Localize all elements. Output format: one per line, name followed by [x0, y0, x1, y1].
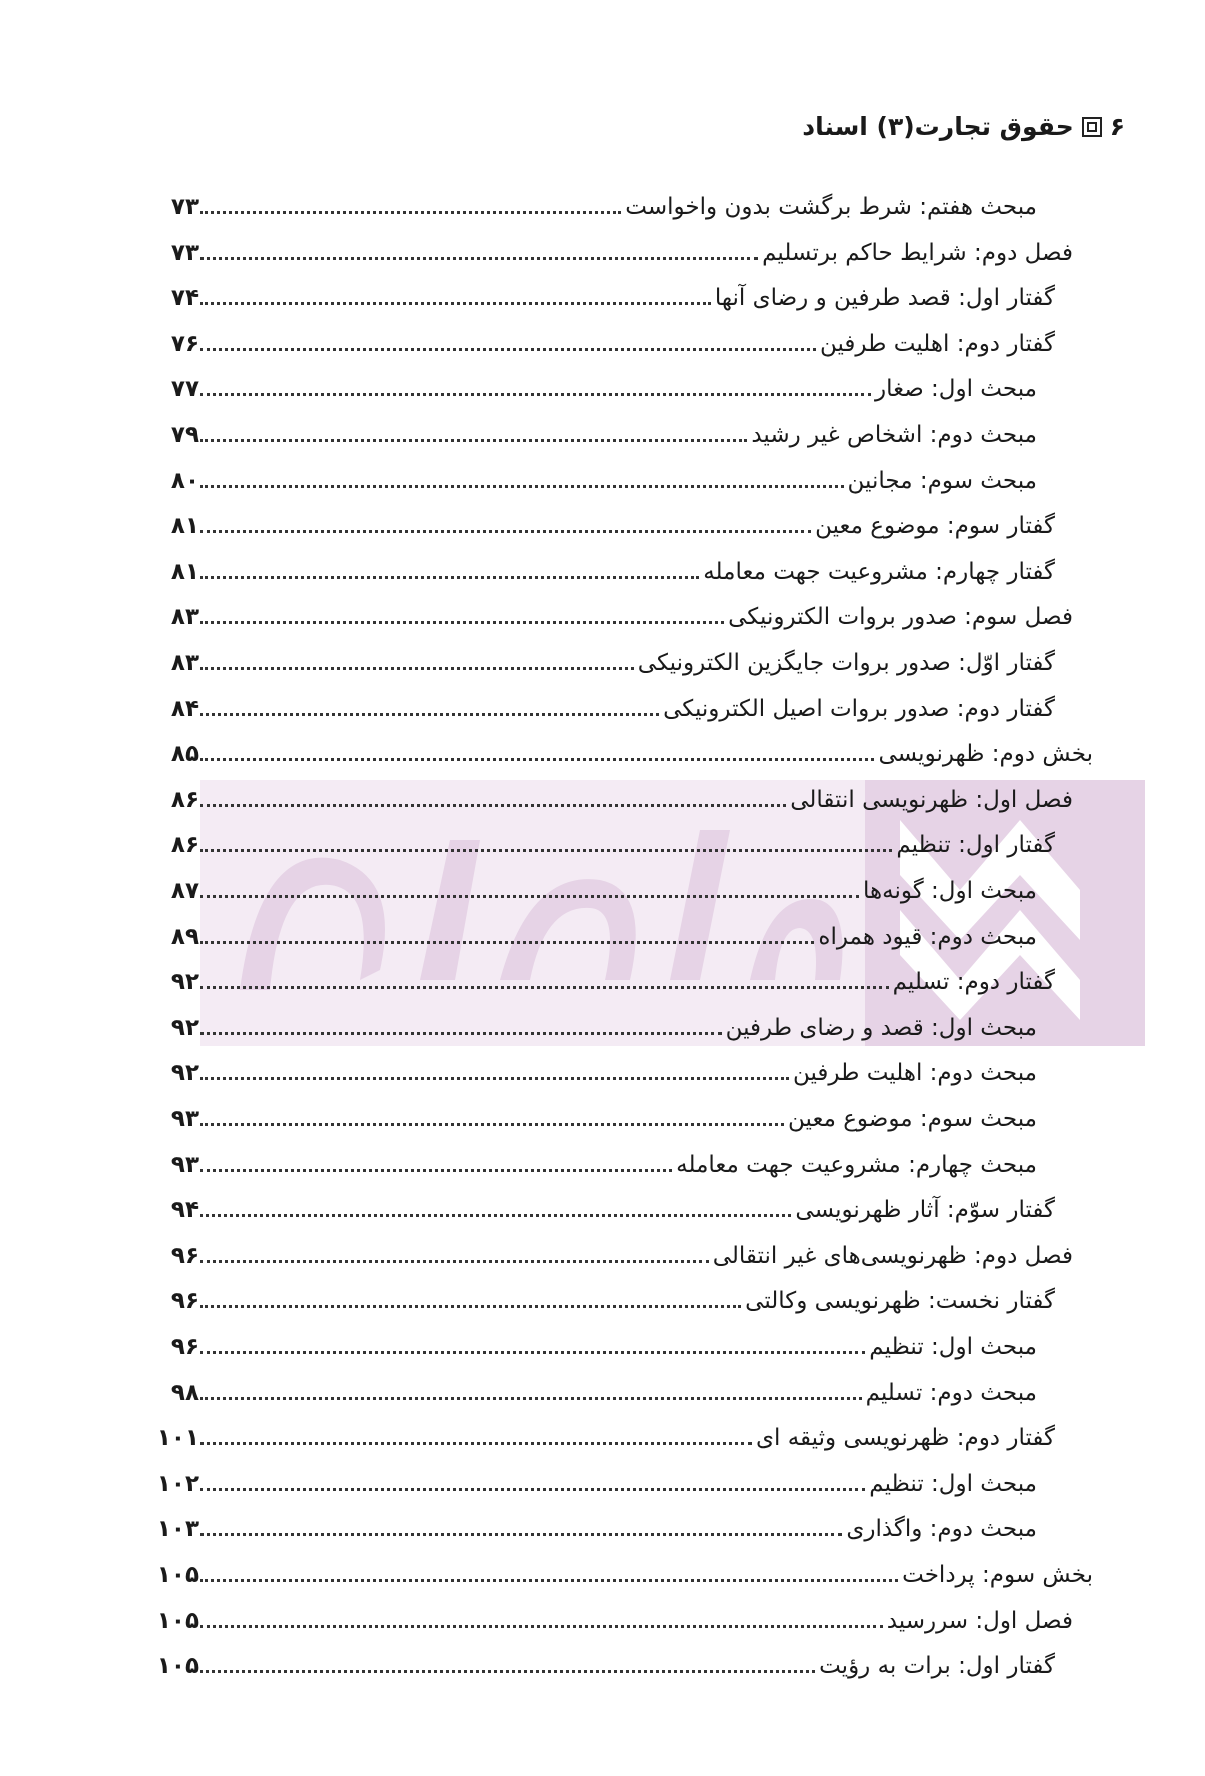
toc-entry-page: ۸۹	[170, 923, 199, 950]
toc-entry	[0, 322, 1205, 368]
toc-entry-page: ۹۶	[170, 1242, 199, 1269]
toc-entry-title: گفتار نخست: ظهرنویسی وکالتی	[745, 1288, 1055, 1315]
toc-entry-title: گفتار دوم: اهلیت طرفین	[819, 330, 1055, 357]
toc-entry-page: ۷۳	[170, 239, 199, 266]
toc-entry-title: مبحث دوم: تسلیم	[865, 1379, 1037, 1406]
toc-entry-title: مبحث دوم: واگذاری	[846, 1516, 1037, 1543]
toc-entry-page: ۱۰۲	[156, 1470, 199, 1497]
toc-entry	[0, 960, 1205, 1006]
toc-entry-page: ۷۹	[170, 422, 199, 448]
dot-leader	[200, 211, 621, 214]
toc-entry-title: مبحث دوم: قیود همراه	[818, 923, 1037, 950]
dot-leader	[200, 439, 747, 442]
toc-entry	[0, 1416, 1205, 1462]
toc-entry-title: مبحث دوم: اشخاص غیر رشید	[751, 422, 1037, 448]
toc-entry	[0, 915, 1205, 961]
dot-leader	[200, 1169, 672, 1172]
dot-leader	[200, 941, 814, 944]
toc-entry-page: ۸۱	[170, 558, 199, 585]
page-number: ۶	[1109, 112, 1125, 141]
toc-entry	[0, 413, 1205, 459]
toc-entry-page: ۸۱	[170, 513, 199, 540]
toc-entry-title: گفتار سوم: موضوع معین	[815, 513, 1055, 540]
toc-entry	[0, 504, 1205, 550]
book-title: حقوق تجارت(۳) اسناد	[802, 112, 1074, 141]
toc-entry	[0, 459, 1205, 505]
toc-entry-page: ۹۶	[170, 1334, 199, 1360]
toc-entry-title: بخش دوم: ظهرنویسی	[878, 741, 1093, 768]
toc-entry	[0, 1599, 1205, 1645]
dot-leader	[200, 758, 874, 761]
toc-entry-page: ۱۰۵	[156, 1653, 199, 1680]
toc-entry	[0, 1097, 1205, 1143]
toc-entry-title: مبحث چهارم: مشروعیت جهت معامله	[676, 1151, 1037, 1178]
toc-entry-page: ۸۶	[170, 786, 199, 813]
toc-entry-page: ۹۴	[170, 1197, 199, 1224]
toc-entry	[0, 1006, 1205, 1052]
toc-entry-page: ۸۰	[170, 467, 199, 494]
dot-leader	[200, 1397, 862, 1400]
toc-entry	[0, 1553, 1205, 1599]
toc-entry-title: مبحث اول: تنظیم	[869, 1334, 1037, 1360]
toc-entry	[0, 367, 1205, 413]
dot-leader	[200, 1533, 842, 1536]
dot-leader	[200, 1579, 898, 1582]
toc-entry-title: گفتار دوم: ظهرنویسی وثیقه ای	[756, 1425, 1055, 1452]
dot-leader	[200, 1670, 815, 1673]
toc-entry-title: گفتار اول: تنظیم	[896, 832, 1055, 859]
dot-leader	[200, 986, 889, 989]
toc-entry-title: گفتار دوم: تسلیم	[892, 969, 1055, 996]
dot-leader	[200, 1488, 865, 1491]
dot-leader	[200, 576, 699, 579]
toc-entry	[0, 1644, 1205, 1690]
dot-leader	[200, 1077, 789, 1080]
toc-entry	[0, 778, 1205, 824]
dot-leader	[200, 804, 786, 807]
toc-entry	[0, 823, 1205, 869]
toc-entry	[0, 1188, 1205, 1234]
toc-entry-page: ۷۳	[170, 194, 199, 220]
toc-entry-page: ۹۶	[170, 1288, 199, 1315]
toc-entry-page: ۸۶	[170, 832, 199, 859]
toc-entry-title: فصل اول: ظهرنویسی انتقالی	[790, 786, 1073, 813]
toc-entry	[0, 687, 1205, 733]
toc-entry	[0, 1234, 1205, 1280]
toc-entry-page: ۷۶	[170, 330, 199, 357]
dot-leader	[200, 257, 758, 260]
toc-entry-page: ۱۰۵	[156, 1562, 199, 1588]
toc-entry-title: گفتار دوم: صدور بروات اصیل الکترونیکی	[663, 695, 1055, 722]
toc-entry-page: ۷۷	[170, 376, 199, 403]
toc-entry-title: مبحث سوم: موضوع معین	[788, 1106, 1037, 1132]
dot-leader	[200, 1260, 709, 1263]
toc-entry-page: ۱۰۱	[156, 1425, 199, 1452]
dot-leader	[200, 393, 871, 396]
toc-entry-page: ۱۰۳	[156, 1516, 199, 1543]
toc-entry-page: ۹۲	[170, 969, 199, 996]
page-header	[802, 112, 1125, 141]
toc-entry-page: ۸۳	[170, 650, 199, 676]
dot-leader	[200, 1214, 791, 1217]
square-box-icon	[1082, 117, 1102, 137]
toc-entry	[0, 550, 1205, 596]
toc-entry-page: ۹۳	[170, 1151, 199, 1178]
toc-entry-title: مبحث هفتم: شرط برگشت بدون واخواست	[625, 194, 1037, 220]
toc-entry	[0, 1279, 1205, 1325]
dot-leader	[200, 667, 634, 670]
toc-entry	[0, 1371, 1205, 1417]
toc-entry-title: گفتار اوّل: صدور بروات جایگزین الکترونیکی	[637, 650, 1055, 676]
toc-entry-title: فصل اول: سررسید	[886, 1607, 1073, 1634]
toc-entry	[0, 641, 1205, 687]
toc-entry-title: گفتار سوّم: آثار ظهرنویسی	[795, 1197, 1055, 1224]
toc-entry-page: ۹۲	[170, 1014, 199, 1041]
dot-leader	[200, 1351, 865, 1354]
toc-entry	[0, 185, 1205, 231]
toc-entry-title: فصل دوم: شرایط حاکم برتسلیم	[762, 239, 1073, 266]
toc-entry-page: ۸۳	[170, 604, 199, 631]
dot-leader	[200, 1123, 784, 1126]
dot-leader	[200, 302, 711, 305]
toc-entry	[0, 276, 1205, 322]
toc-entry-title: بخش سوم: پرداخت	[902, 1562, 1093, 1588]
dot-leader	[200, 621, 724, 624]
toc-entry-title: مبحث اول: قصد و رضای طرفین	[725, 1014, 1037, 1041]
toc-entry	[0, 1462, 1205, 1508]
toc-entry-page: ۹۸	[170, 1379, 199, 1406]
dot-leader	[200, 1442, 752, 1445]
toc-entry-title: مبحث اول: تنظیم	[869, 1470, 1037, 1497]
toc-entry-page: ۸۷	[170, 878, 199, 904]
toc-entry	[0, 1051, 1205, 1097]
toc-entry-title: فصل دوم: ظهرنویسی‌های غیر انتقالی	[712, 1242, 1073, 1269]
toc-entry-title: مبحث اول: گونه‌ها	[863, 878, 1037, 904]
toc-entry	[0, 595, 1205, 641]
toc-entry-title: فصل سوم: صدور بروات الکترونیکی	[728, 604, 1073, 631]
toc-entry	[0, 1143, 1205, 1189]
toc-entry	[0, 1507, 1205, 1553]
toc-entry	[0, 231, 1205, 277]
toc-entry-title: گفتار اول: قصد طرفین و رضای آنها	[714, 285, 1055, 312]
toc-entry-page: ۹۲	[170, 1060, 199, 1087]
dot-leader	[200, 1625, 883, 1628]
dot-leader	[200, 849, 892, 852]
toc-entry	[0, 1325, 1205, 1371]
toc-entry-title: مبحث سوم: مجانین	[847, 467, 1037, 494]
dot-leader	[200, 713, 659, 716]
toc-entry-page: ۷۴	[170, 285, 199, 312]
dot-leader	[200, 1032, 722, 1035]
toc-entry-page: ۸۴	[170, 695, 199, 722]
toc-entry-title: مبحث دوم: اهلیت طرفین	[792, 1060, 1037, 1087]
dot-leader	[200, 348, 816, 351]
dot-leader	[200, 485, 844, 488]
dot-leader	[200, 895, 859, 898]
toc-entry	[0, 732, 1205, 778]
dot-leader	[200, 1305, 741, 1308]
toc-entry-page: ۱۰۵	[156, 1607, 199, 1634]
dot-leader	[200, 530, 811, 533]
toc-entry-title: گفتار چهارم: مشروعیت جهت معامله	[703, 558, 1055, 585]
toc-entry-title: گفتار اول: برات به رؤیت	[819, 1653, 1055, 1680]
toc-entry-page: ۸۵	[170, 741, 199, 768]
toc-entry	[0, 869, 1205, 915]
toc-entry-page: ۹۳	[170, 1106, 199, 1132]
toc-entry-title: مبحث اول: صغار	[874, 376, 1037, 403]
